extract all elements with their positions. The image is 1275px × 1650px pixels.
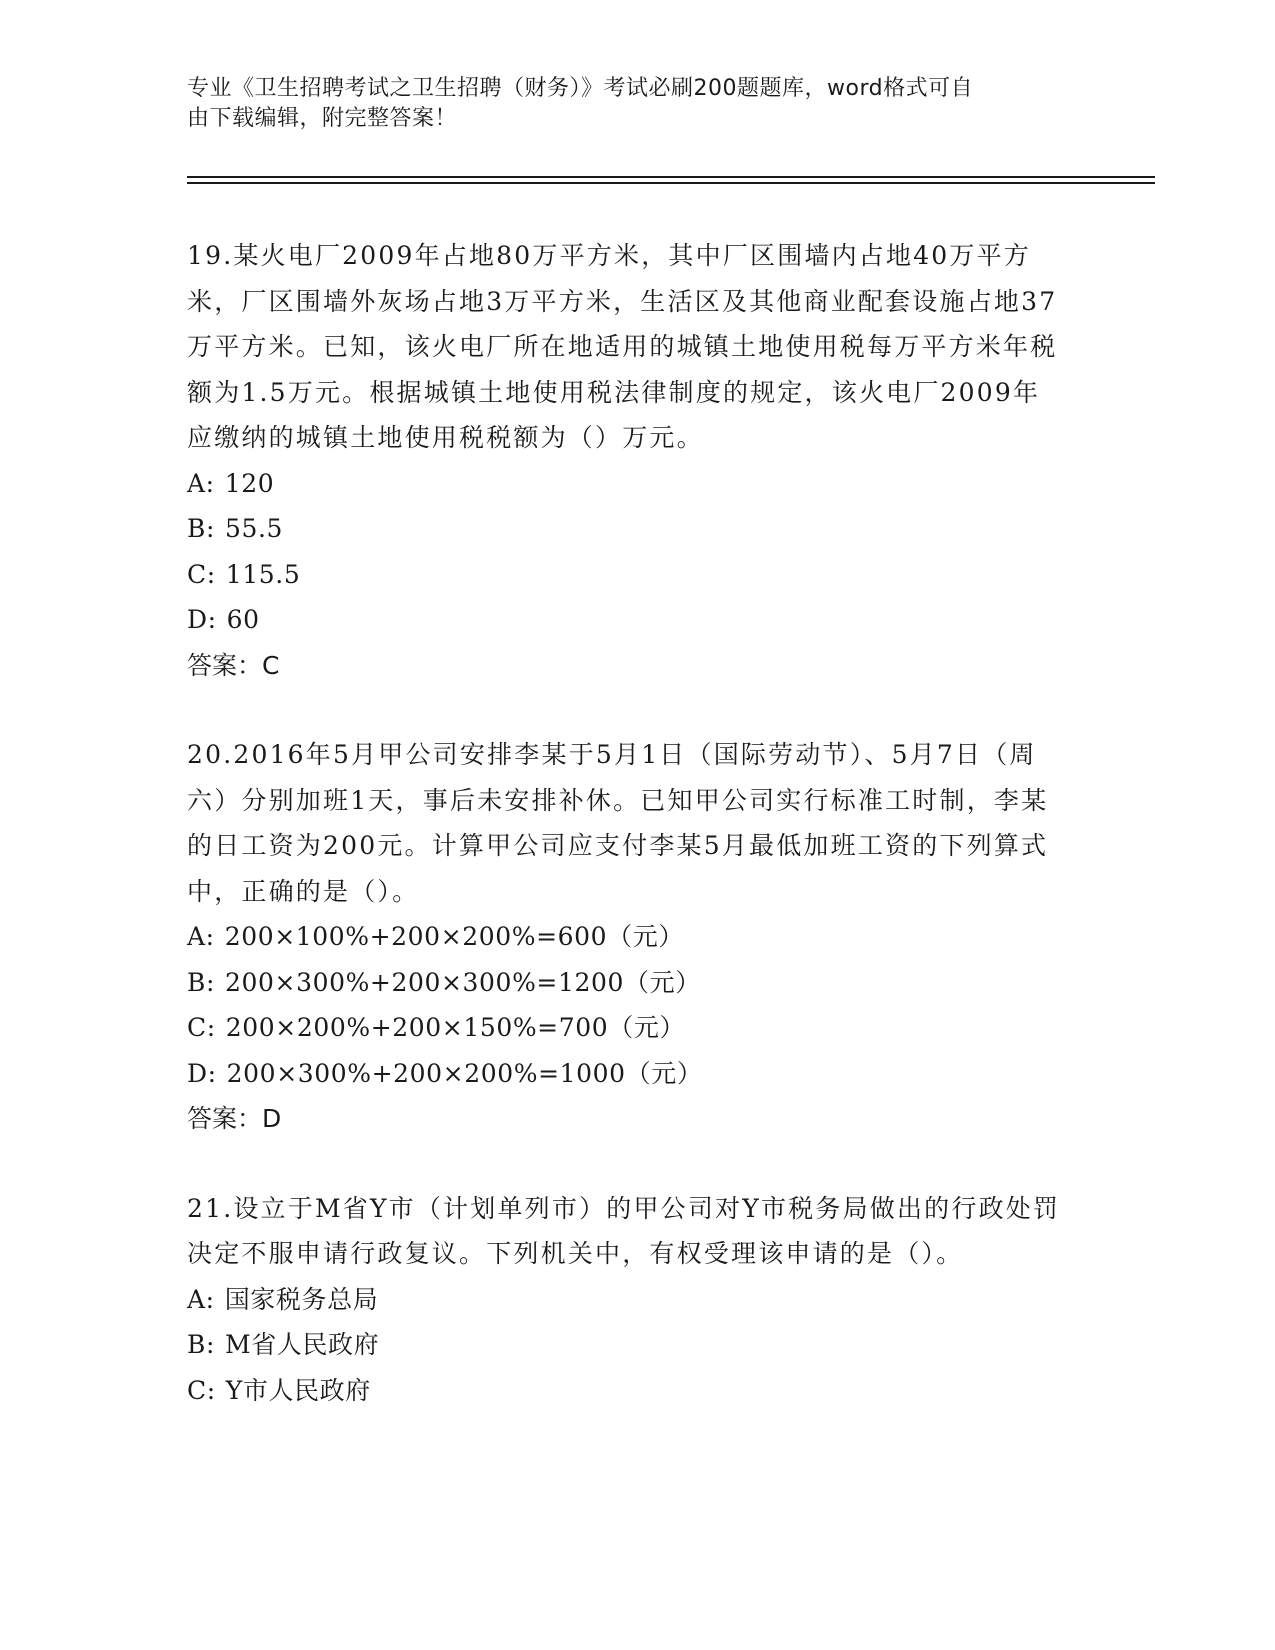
option-letter: C: — [187, 559, 216, 589]
option-c — [187, 1005, 1067, 1051]
option-b — [187, 960, 1067, 1006]
option-a — [187, 914, 1067, 960]
option-d — [187, 597, 1067, 643]
document-header — [187, 74, 1067, 134]
question-stem: 21.设立于M省Y市（计划单列市）的甲公司对Y市税务局做出的行政处罚决定不服申请行政复议。下列机关中，有权受理该申请的是（）。 — [187, 1193, 1061, 1268]
header-line-2: 由下载编辑，附完整答案！ — [187, 106, 458, 131]
question-20 — [187, 732, 1067, 1142]
option-letter: D: — [187, 1058, 217, 1088]
option-c — [187, 552, 1067, 598]
option-letter: B: — [187, 1330, 215, 1359]
header-line-1: 专业《卫生招聘考试之卫生招聘（财务）》考试必刷200题题库，word格式可自 — [187, 76, 974, 101]
option-text: M省人民政府 — [225, 1330, 380, 1359]
option-text: Y市人民政府 — [225, 1375, 371, 1405]
answer-line: 答案：C — [187, 650, 280, 680]
option-letter: A: — [187, 922, 215, 951]
question-19 — [187, 233, 1067, 688]
option-letter: C: — [187, 1375, 216, 1405]
option-text: 200×100%+200×200%=600（元） — [224, 922, 684, 951]
answer-line: 答案：D — [187, 1104, 282, 1133]
option-letter: A: — [187, 1284, 215, 1314]
option-text: 200×300%+200×300%=1200（元） — [225, 967, 701, 997]
option-letter: B: — [187, 514, 215, 543]
question-stem: 20.2016年5月甲公司安排李某于5月1日（国际劳动节）、5月7日（周六）分别加班1天，事后未安排补休。已知甲公司实行标准工时制，李某的日工资为200元。计算甲公司应支付李某5月最低加班工资的下列算式中，正确的是（）。 — [187, 740, 1049, 906]
option-b — [187, 506, 1067, 552]
option-letter: C: — [187, 1013, 216, 1042]
option-a — [187, 461, 1067, 507]
question-list — [187, 233, 1067, 1457]
option-text: 55.5 — [225, 514, 284, 543]
option-text: 国家税务总局 — [224, 1284, 379, 1314]
option-b — [187, 1322, 1067, 1368]
option-c — [187, 1368, 1067, 1414]
option-text: 60 — [226, 605, 260, 634]
option-a — [187, 1277, 1067, 1323]
option-text: 200×300%+200×200%=1000（元） — [226, 1058, 703, 1088]
header-divider-bottom — [187, 182, 1155, 184]
option-text: 115.5 — [225, 559, 301, 589]
option-letter: D: — [187, 605, 217, 634]
option-text: 120 — [224, 468, 275, 498]
option-d — [187, 1051, 1067, 1097]
option-letter: A: — [187, 468, 215, 498]
question-stem: 19.某火电厂2009年占地80万平方米，其中厂区围墙内占地40万平方米，厂区围墙外灰场占地3万平方米，生活区及其他商业配套设施占地37万平方米。已知，该火电厂所在地适用的城镇土地使用税每万平方米年税额为1.5万元。根据城镇土地使用税法律制度的规定，该火电厂2009年应缴纳的城镇土地使用税税额为（）万元。 — [187, 241, 1058, 452]
header-divider-top — [187, 176, 1155, 178]
option-letter: B: — [187, 967, 215, 997]
question-21 — [187, 1186, 1067, 1414]
option-text: 200×200%+200×150%=700（元） — [225, 1013, 686, 1042]
